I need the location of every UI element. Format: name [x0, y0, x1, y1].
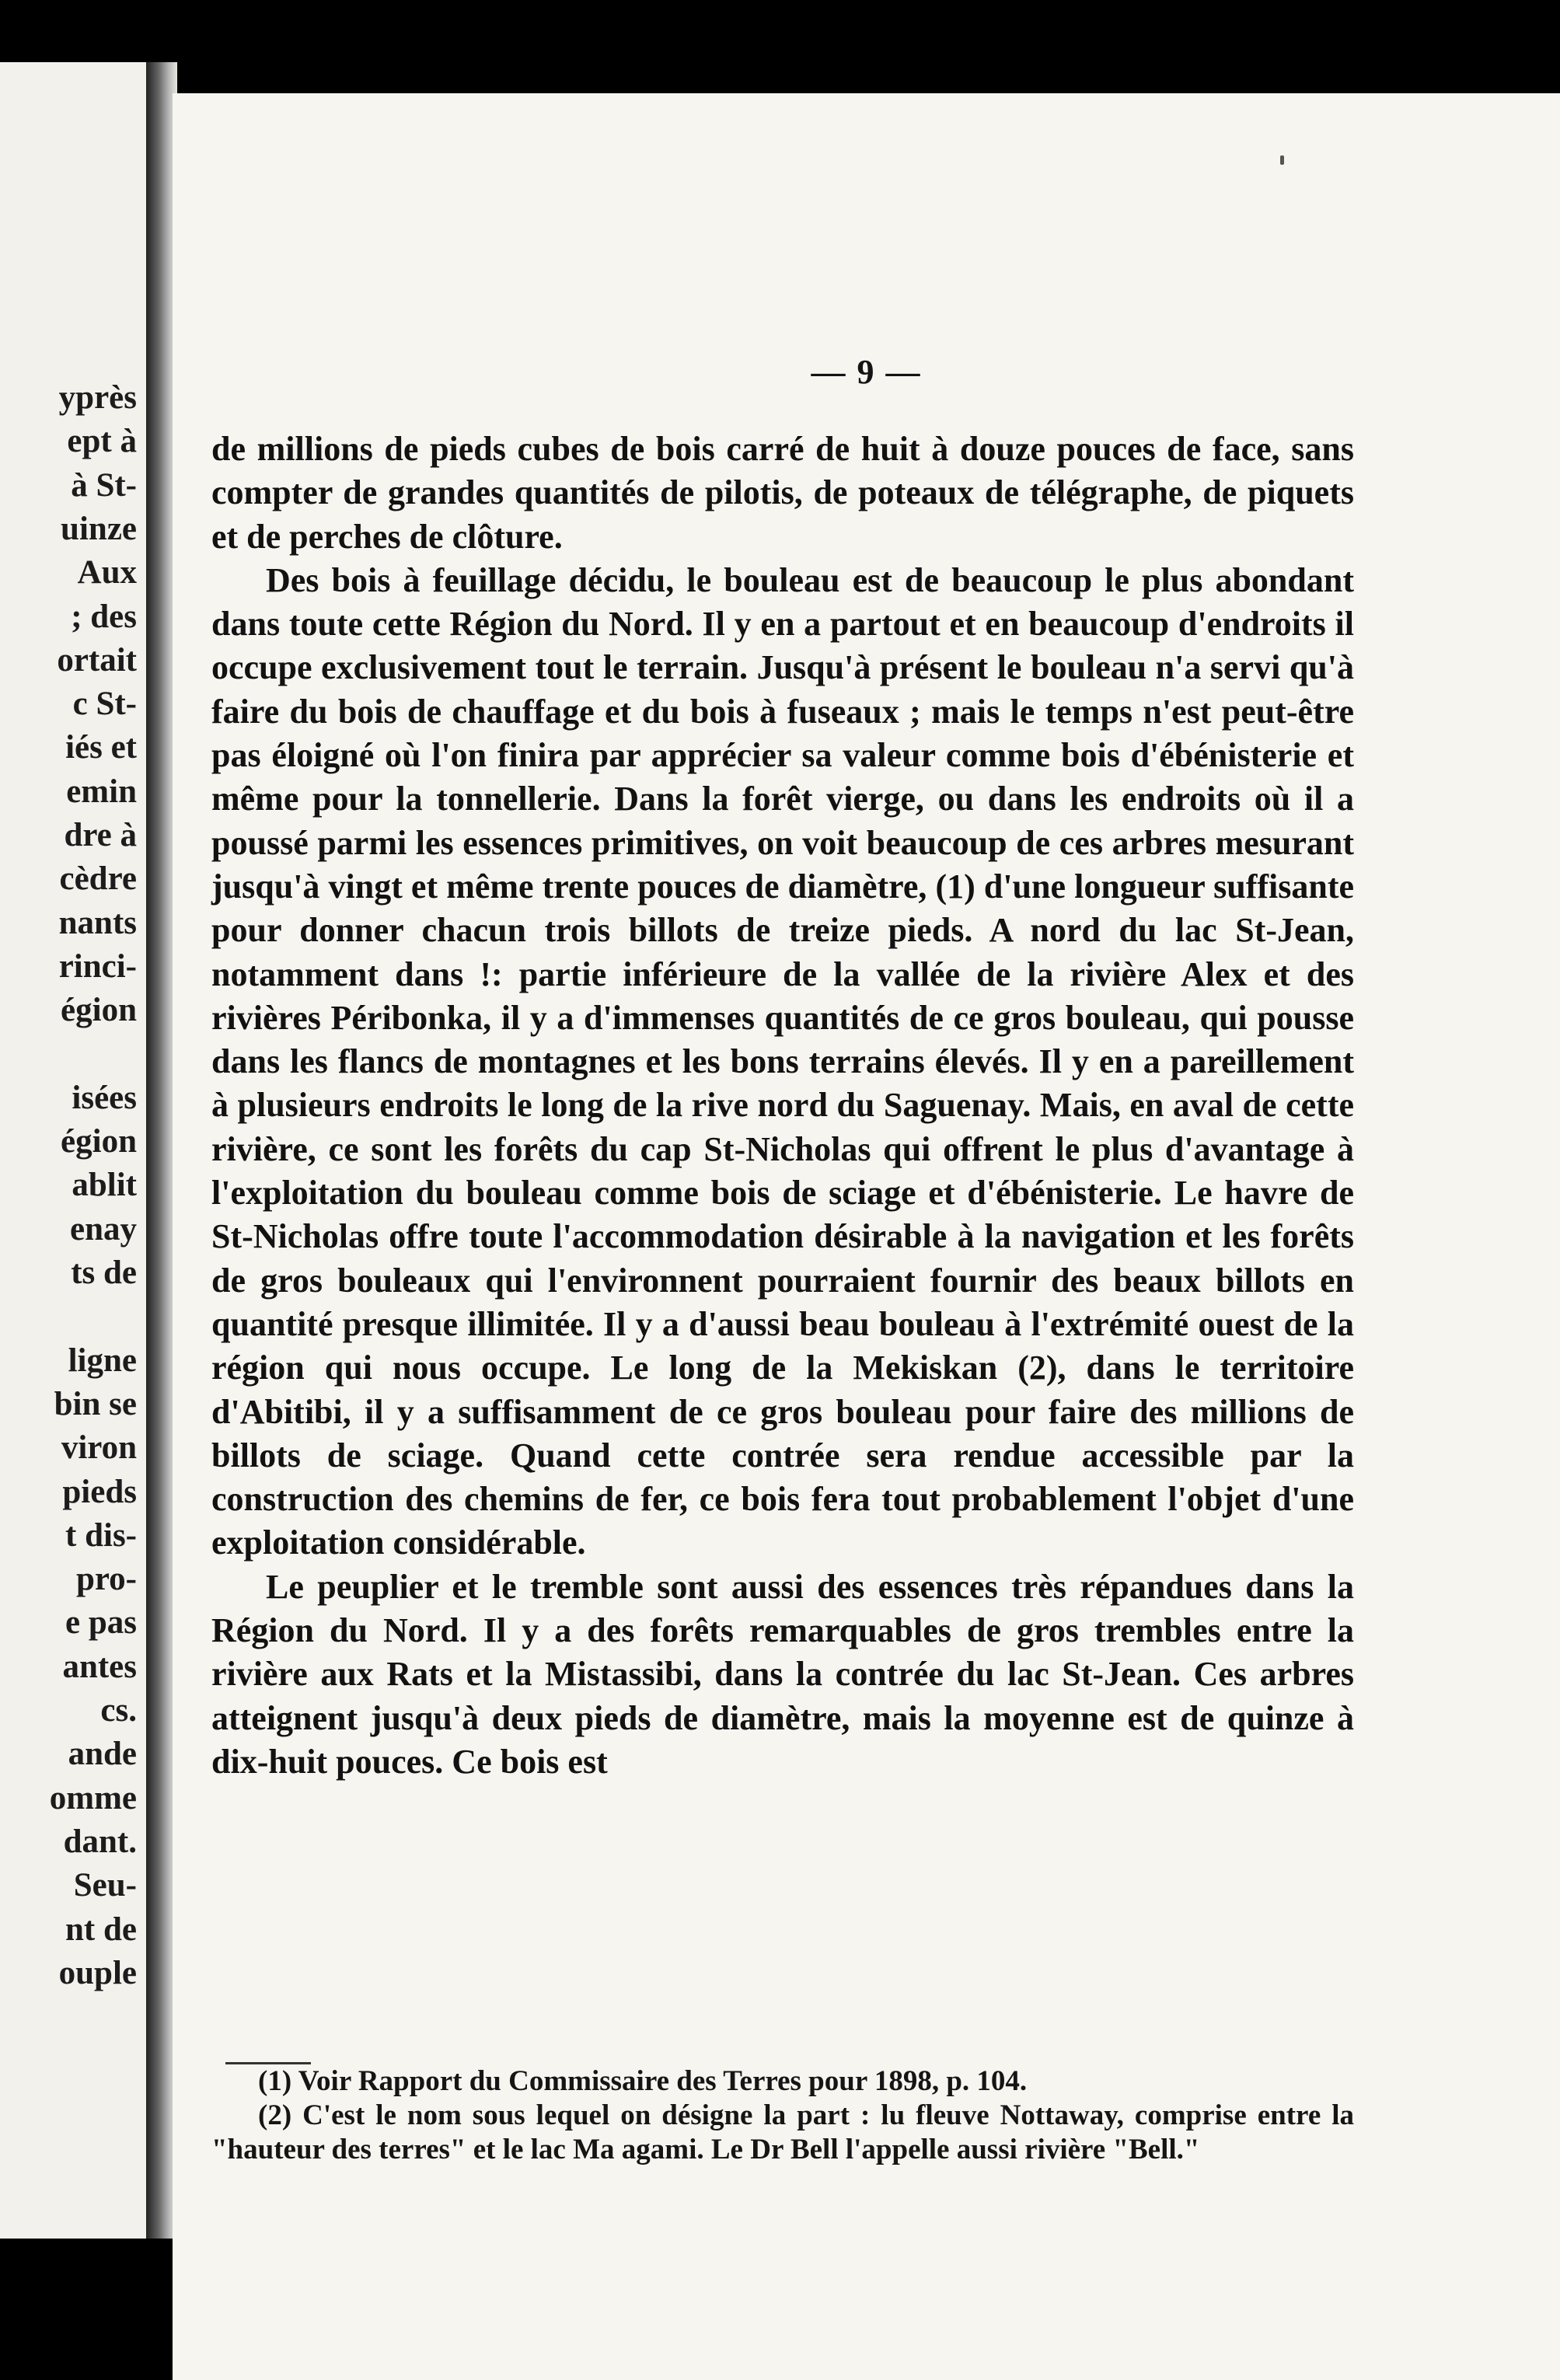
previous-page-line: dant. — [63, 1823, 137, 1860]
previous-page-line: nants — [58, 904, 137, 941]
previous-page-line: pro- — [75, 1561, 137, 1598]
previous-page-line: égion — [61, 992, 137, 1029]
footnote: (2) C'est le nom sous lequel on désigne la part : lu fleuve Nottaway, comprise entre la "hauteur des terres" et le lac Ma agami. Le Dr Bell l'appelle aussi rivière "Bell." — [211, 2099, 1354, 2165]
previous-page-line: Aux — [77, 554, 137, 592]
previous-page-line: isées — [72, 1079, 137, 1116]
previous-page-line: ande — [68, 1736, 137, 1773]
previous-page-line: ; des — [71, 598, 137, 635]
previous-page-line: viron — [61, 1429, 137, 1467]
previous-page-line: omme — [49, 1779, 137, 1816]
previous-page-line: enay — [70, 1210, 137, 1248]
paragraph: Des bois à feuillage décidu, le bouleau est de beaucoup le plus abondant dans toute cette Région du Nord. Il y en a partout et en beaucoup d'endroits il occupe exclusivement tout le terrain. Jusqu'à présent le bouleau n'a servi qu'à faire du bois de chauffage et du bois à fuseaux ; mais le temps n'est peut-être pas éloigné où l'on finira par apprécier sa valeur comme bois d'ébénisterie et même pour la tonnellerie. Dans la forêt vierge, ou dans les endroits où il a poussé parmi les essences primitives, on voit beaucoup de ces arbres mesurant jusqu'à vingt et même trente pouces de diamètre, (1) d'une longueur suffisante pour donner chacun trois billots de treize pieds. A nord du lac St-Jean, notamment dans !: partie inférieure de la vallée de la rivière Alex et des rivières Péribonka, il y a d'immenses quantités de ce gros bouleau, qui pousse dans les flancs de montagnes et les bons terrains élevés. Il y en a pareillement à plusieurs endroits le long de la rive nord du Saguenay. Mais, en aval de cette rivière, ce sont les forêts du cap St-Nicholas qui offrent le plus d'avantage à l'exploitation du bouleau comme bois de sciage et d'ébénisterie. Le havre de St-Nicholas offre toute l'accommodation désirable à la navigation et les forêts de gros bouleaux qui l'environnent pourraient fournir des beaux billots en quantité presque illimitée. Il y a d'aussi beau bouleau à l'extrémité ouest de la région qui nous occupe. Le long de la Mekiskan (2), dans le territoire d'Abitibi, il y a suffisamment de ce gros bouleau pour faire des millions de billots de sciage. Quand cette contrée sera rendue accessible par la construction des chemins de fer, ce bois fera tout probablement l'objet d'une exploitation considérable. — [211, 560, 1354, 1562]
footnotes — [211, 2064, 1354, 2167]
previous-page-line: rinci- — [58, 947, 137, 985]
paragraph: Le peuplier et le tremble sont aussi des essences très répandues dans la Région du Nord. Il y a des forêts remarquables de gros trembles entre la rivière aux Rats et la Mistassibi, dans la contrée du lac St-Jean. Ces arbres atteignent jusqu'à deux pieds de diamètre, mais la moyenne est de quinze à dix-huit pouces. Ce bois est — [211, 1567, 1354, 1781]
previous-page-line: iés et — [65, 729, 137, 766]
previous-page-line: uinze — [61, 510, 137, 547]
previous-page-line: cèdre — [59, 860, 137, 898]
previous-page-line: ligne — [68, 1342, 137, 1379]
previous-page-line: bin se — [54, 1385, 137, 1422]
previous-page-line: ouple — [58, 1954, 137, 1991]
previous-page-line: ablit — [72, 1167, 137, 1204]
page-speck — [1280, 155, 1284, 165]
paragraph: de millions de pieds cubes de bois carré de huit à douze pouces de face, sans compter de grandes quantités de pilotis, de poteaux de télégraphe, de piquets et de perches de clôture. — [211, 430, 1354, 556]
book-page — [173, 93, 1560, 2380]
previous-page-line: égion — [61, 1123, 137, 1160]
previous-page-strip — [0, 62, 148, 2239]
previous-page-line: nt de — [65, 1911, 137, 1948]
previous-page-line: pieds — [62, 1473, 137, 1510]
previous-page-line: e pas — [65, 1604, 137, 1642]
previous-page-line: ept à — [67, 423, 137, 460]
previous-page-line: dre à — [64, 817, 137, 853]
previous-page-line: antes — [62, 1648, 137, 1685]
previous-page-line: à St- — [71, 466, 137, 504]
footnote: (1) Voir Rapport du Commissaire des Terres pour 1898, p. 104. — [258, 2065, 1028, 2097]
previous-page-line: yprès — [58, 379, 137, 416]
previous-page-line: cs. — [100, 1692, 137, 1729]
previous-page-line: c St- — [72, 686, 137, 723]
previous-page-line: t dis- — [65, 1516, 137, 1554]
page-number: — 9 — — [811, 353, 922, 391]
previous-page-line: Seu- — [73, 1867, 137, 1904]
previous-page-line: emin — [66, 773, 137, 810]
previous-page-line: ts de — [71, 1255, 137, 1291]
body-text — [211, 427, 1354, 1784]
previous-page-line: ortait — [57, 641, 137, 679]
